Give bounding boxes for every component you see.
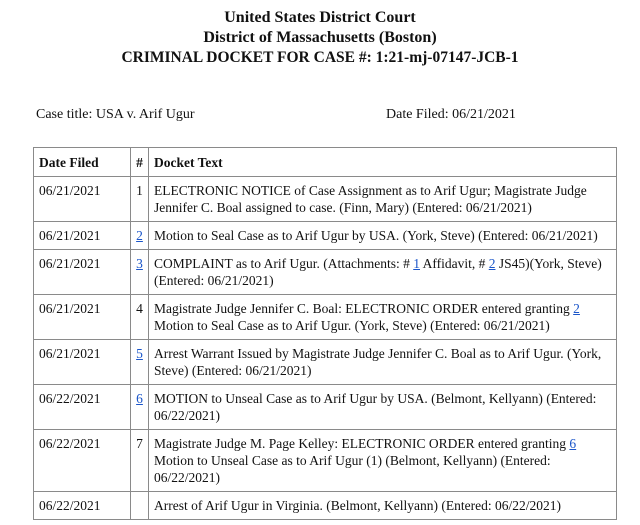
date-filed: Date Filed: 06/21/2021 [386, 107, 516, 122]
document-link[interactable]: 6 [136, 391, 143, 406]
court-name: United States District Court [224, 9, 416, 26]
table-row [34, 492, 617, 520]
row-date: 06/21/2021 [34, 340, 131, 385]
row-date: 06/21/2021 [34, 295, 131, 340]
docket-text-part: Magistrate Judge M. Page Kelley: ELECTRONIC ORDER entered granting [154, 436, 570, 451]
referenced-document-link[interactable]: 2 [573, 301, 580, 316]
row-docket-text [149, 295, 617, 340]
row-date: 06/22/2021 [34, 385, 131, 430]
case-title: Case title: USA v. Arif Ugur [36, 107, 195, 122]
docket-header [0, 0, 640, 68]
row-docket-text: ELECTRONIC NOTICE of Case Assignment as to Arif Ugur; Magistrate Judge Jennifer C. Boal assigned to case. (Finn, Mary) (Entered: 06/21/2021) [149, 177, 617, 222]
row-date: 06/21/2021 [34, 222, 131, 250]
row-number [131, 250, 149, 295]
row-docket-text: Arrest of Arif Ugur in Virginia. (Belmont, Kellyann) (Entered: 06/22/2021) [149, 492, 617, 520]
document-link[interactable]: 2 [136, 228, 143, 243]
case-info [36, 107, 616, 123]
row-number: 1 [131, 177, 149, 222]
column-header-date: Date Filed [34, 148, 131, 177]
attachment-link[interactable]: 2 [488, 256, 496, 271]
attachment-link[interactable]: 1 [413, 256, 420, 271]
row-docket-text [149, 430, 617, 492]
table-row [34, 340, 617, 385]
row-number [131, 222, 149, 250]
table-row [34, 222, 617, 250]
table-row [34, 250, 617, 295]
row-number [131, 492, 149, 520]
row-date: 06/21/2021 [34, 250, 131, 295]
docket-title: CRIMINAL DOCKET FOR CASE #: 1:21-mj-07147-JCB-1 [121, 49, 519, 66]
docket-text-part: Motion to Seal Case as to Arif Ugur. (York, Steve) (Entered: 06/21/2021) [154, 318, 550, 333]
referenced-document-link[interactable]: 6 [569, 436, 577, 451]
docket-text-part: JS45)(York, Steve) (Entered: 06/21/2021) [154, 256, 602, 288]
docket-text-part: Magistrate Judge Jennifer C. Boal: ELECTRONIC ORDER entered granting [154, 301, 574, 316]
row-date: 06/22/2021 [34, 492, 131, 520]
district-name: District of Massachusetts (Boston) [203, 29, 437, 46]
docket-text-part: Motion to Unseal Case as to Arif Ugur (1) (Belmont, Kellyann) (Entered: 06/22/2021) [154, 453, 551, 485]
docket-table [33, 147, 617, 520]
column-header-number: # [131, 148, 149, 177]
table-row [34, 177, 617, 222]
table-row [34, 430, 617, 492]
table-row [34, 295, 617, 340]
docket-text-part: COMPLAINT as to Arif Ugur. (Attachments: # [154, 256, 414, 271]
row-docket-text: Arrest Warrant Issued by Magistrate Judge Jennifer C. Boal as to Arif Ugur. (York, Steve) (Entered: 06/21/2021) [149, 340, 617, 385]
row-number [131, 385, 149, 430]
document-link[interactable]: 5 [136, 346, 143, 361]
row-date: 06/21/2021 [34, 177, 131, 222]
document-link[interactable]: 3 [136, 256, 143, 271]
row-docket-text: Motion to Seal Case as to Arif Ugur by USA. (York, Steve) (Entered: 06/21/2021) [149, 222, 617, 250]
row-docket-text [149, 250, 617, 295]
docket-text-part: Affidavit, # [419, 256, 489, 271]
row-number [131, 340, 149, 385]
row-number: 4 [131, 295, 149, 340]
table-row [34, 385, 617, 430]
row-docket-text: MOTION to Unseal Case as to Arif Ugur by USA. (Belmont, Kellyann) (Entered: 06/22/2021) [149, 385, 617, 430]
row-number: 7 [131, 430, 149, 492]
table-header-row [34, 148, 617, 177]
row-date: 06/22/2021 [34, 430, 131, 492]
column-header-docket-text: Docket Text [149, 148, 617, 177]
